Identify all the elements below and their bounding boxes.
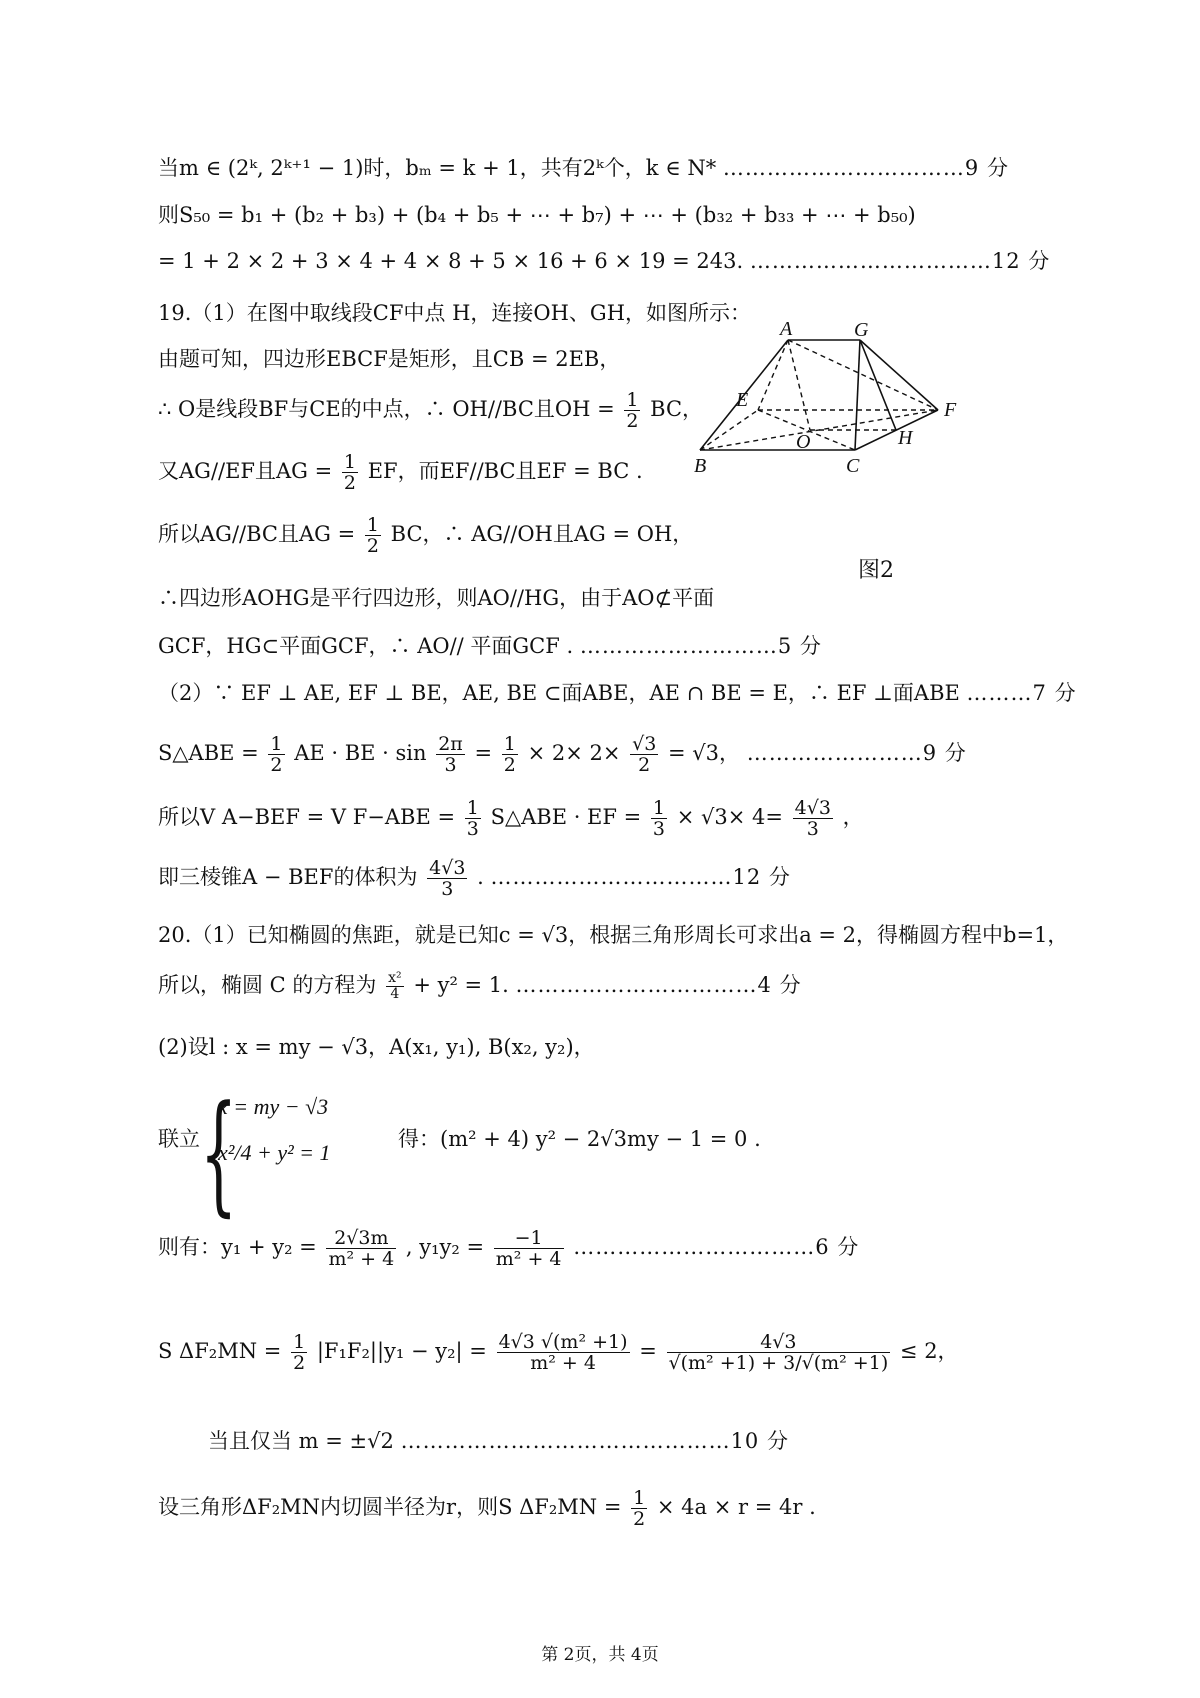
system-brace: { — [200, 1077, 238, 1229]
fraction-area2: $\frac{4√3}{\text{√(m² +1) + 3/√(m² +1)}}$ — [668, 1331, 889, 1374]
label-E: E — [736, 389, 749, 411]
score-marker: ……………………………4 分 — [515, 973, 802, 997]
line-text: 设三角形ΔF₂MN内切圆半径为r，则S ΔF₂MN = — [158, 1495, 622, 1519]
text-line — [158, 734, 967, 775]
text-line — [158, 678, 1077, 708]
text-line: 得：(m² + 4) y² − 2√3my − 1 = 0 . — [398, 1127, 761, 1151]
text-line — [158, 153, 1009, 183]
fraction-4sqrt3-3: $\frac{4√3}{3}$ — [794, 797, 831, 840]
line-text: 又AG//EF且AG = — [158, 459, 333, 483]
pyramid-figure — [694, 318, 1040, 520]
text-line — [158, 452, 643, 493]
fraction-prod-y: $\frac{-1}{\text{m² + 4}}$ — [495, 1227, 562, 1270]
fraction-half: $\frac{1}{2}$ — [366, 514, 379, 557]
text-line: 则S₅₀ = b₁ + (b₂ + b₃) + (b₄ + b₅ + ⋯ + b₇) + ⋯ + (b₃₂ + b₃₃ + ⋯ + b₅₀) — [158, 203, 916, 227]
fraction-sum-y: $\frac{2√3m}{\text{m² + 4}}$ — [328, 1227, 395, 1270]
question-19-heading: 19.（1）在图中取线段CF中点 H，连接OH、GH，如图所示： — [158, 301, 752, 325]
text-line — [158, 798, 864, 839]
line-text: ∴ O是线段BF与CE的中点，∴ OH//BC且OH = — [158, 397, 615, 421]
line-text: 所以，椭圆 C 的方程为 — [158, 973, 377, 997]
fraction-2pi-3: $\frac{2\pi}{3}$ — [438, 733, 463, 776]
line-text: 当且仅当 m = ±√2 — [208, 1429, 394, 1453]
score-marker: ………………………………………10 分 — [400, 1429, 789, 1453]
line-text: 当m ∈ (2ᵏ, 2ᵏ⁺¹ − 1)时，bₘ = k + 1，共有2ᵏ个，k ∈ N* — [158, 156, 717, 180]
figure-caption: 图2 — [858, 558, 894, 583]
line-text: S ΔF₂MN = — [158, 1339, 282, 1363]
text-line — [158, 390, 703, 431]
edge-AO — [788, 340, 810, 430]
label-C: C — [846, 455, 860, 477]
text-line — [208, 1426, 789, 1456]
label-B: B — [694, 455, 707, 477]
text-line: (2)设l : x = my − √3，A(x₁, y₁), B(x₂, y₂)， — [158, 1035, 595, 1059]
score-marker: ……………………………12 分 — [490, 865, 791, 889]
line-text: ≤ 2， — [899, 1339, 959, 1363]
line-text: . — [477, 865, 484, 889]
line-text: （2）∵ EF ⊥ AE, EF ⊥ BE，AE, BE ⊂面ABE，AE ∩ BE = E，∴ EF ⊥面ABE — [158, 681, 960, 705]
line-text: BC，∴ AG//OH且AG = OH， — [390, 522, 694, 546]
text-line — [158, 515, 693, 556]
label-G: G — [854, 319, 869, 341]
text-line — [158, 1488, 816, 1529]
line-text: BC， — [650, 397, 704, 421]
edge-BE — [700, 410, 758, 450]
score-marker: ……………………9 分 — [746, 741, 967, 765]
line-text: 即三棱锥A − BEF的体积为 — [158, 865, 418, 889]
edge-GH — [860, 340, 896, 430]
line-text: EF，而EF//BC且EF = BC . — [367, 459, 643, 483]
line-text: 所以V A−BEF = V F−ABE = — [158, 805, 456, 829]
fraction-half: $\frac{1}{2}$ — [343, 451, 356, 494]
line-text: = 1 + 2 × 2 + 3 × 4 + 4 × 8 + 5 × 16 + 6 × 19 = 243. — [158, 249, 744, 273]
label-A: A — [780, 318, 793, 340]
system-eq2: x²/4 + y² = 1 — [218, 1140, 331, 1165]
edge-GC — [855, 340, 860, 450]
line-text: × √3× 4= — [676, 805, 783, 829]
text-line — [158, 246, 1050, 276]
line-text: = — [639, 1339, 657, 1363]
line-text: × 2× 2× — [527, 741, 621, 765]
line-text: = — [474, 741, 493, 765]
label-H: H — [898, 427, 913, 449]
line-text: S△ABE · EF = — [490, 805, 642, 829]
text-line — [158, 970, 802, 1002]
score-marker: ………………………5 分 — [579, 634, 822, 658]
score-marker: ……………………………6 分 — [573, 1235, 860, 1259]
fraction-area1: $\frac{\text{4√3 √(m² +1)}}{\text{m² + 4}}$ — [498, 1331, 628, 1374]
system-eq1: x = my − √3 — [218, 1094, 329, 1119]
fraction-sqrt3-2: $\frac{√3}{2}$ — [632, 733, 657, 776]
line-text: = √3， — [668, 741, 741, 765]
text-line: 由题可知，四边形EBCF是矩形，且CB = 2EB， — [158, 347, 621, 371]
label-F: F — [944, 399, 957, 421]
fraction-half: $\frac{1}{2}$ — [270, 733, 283, 776]
fraction-half: $\frac{1}{2}$ — [293, 1331, 306, 1374]
text-line — [158, 631, 822, 661]
text-line — [158, 1332, 959, 1373]
fraction-half: $\frac{1}{2}$ — [633, 1487, 646, 1530]
edge-AF — [788, 340, 938, 410]
fraction-x2-4: $\frac{\text{x²}}{4}$ — [388, 970, 402, 1002]
line-text: 则有：y₁ + y₂ = — [158, 1235, 317, 1259]
score-marker: ……………………………12 分 — [749, 249, 1051, 273]
page-footer: 第 2页，共 4页 — [541, 1645, 659, 1665]
question-20-heading: 20.（1）已知椭圆的焦距，就是已知c = √3，根据三角形周长可求出a = 2，得椭圆方程中b=1， — [158, 923, 1069, 947]
line-text: 所以AG//BC且AG = — [158, 522, 356, 546]
line-text: |F₁F₂||y₁ − y₂| = — [316, 1339, 487, 1363]
text-line — [158, 1228, 859, 1269]
score-marker: ……………………………9 分 — [722, 156, 1009, 180]
line-text: + y² = 1. — [413, 973, 509, 997]
text-line: ∴四边形AOHG是平行四边形，则AO//HG，由于AO⊄平面 — [158, 586, 715, 610]
fraction-4sqrt3-3: $\frac{4√3}{3}$ — [429, 857, 466, 900]
text-line — [158, 858, 791, 899]
line-text: , y₁y₂ = — [405, 1235, 485, 1259]
line-text: ， — [842, 805, 864, 829]
label-O: O — [796, 431, 811, 453]
fraction-third: $\frac{1}{3}$ — [466, 797, 479, 840]
edge-GF — [860, 340, 938, 410]
line-text: AE · BE · sin — [294, 741, 427, 765]
line-text: GCF，HG⊂平面GCF，∴ AO// 平面GCF . — [158, 634, 574, 658]
fraction-half: $\frac{1}{2}$ — [503, 733, 516, 776]
line-text: 联立 — [158, 1127, 200, 1151]
edge-AE — [758, 340, 788, 410]
fraction-half: $\frac{1}{2}$ — [626, 389, 639, 432]
score-marker: ………7 分 — [966, 681, 1077, 705]
line-text: S△ABE = — [158, 741, 259, 765]
line-text: × 4a × r = 4r . — [656, 1495, 816, 1519]
fraction-third: $\frac{1}{3}$ — [652, 797, 666, 840]
text-line — [158, 1124, 200, 1154]
